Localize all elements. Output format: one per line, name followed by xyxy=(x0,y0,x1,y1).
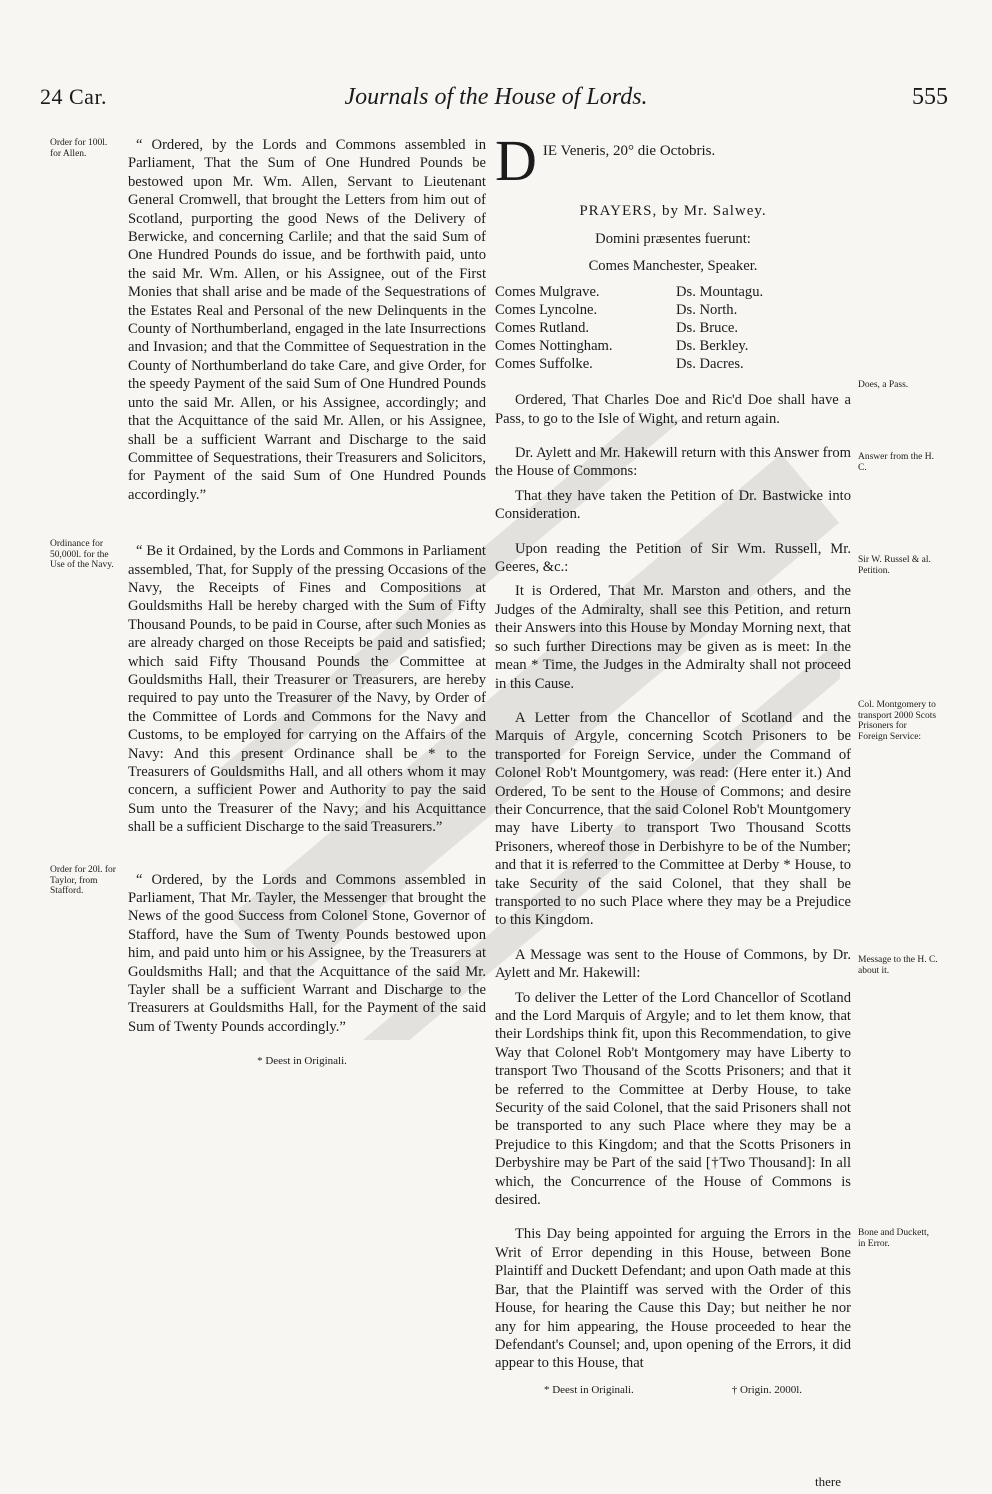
lord-left-5: Comes Suffolke. xyxy=(495,356,593,373)
answer-intro: Dr. Aylett and Mr. Hakewill return with this Answer from the House of Commons: xyxy=(495,445,851,480)
margin-note-bone: Bone and Duckett, in Error. xyxy=(858,1228,929,1249)
russell-petition xyxy=(495,540,851,693)
present-label: Domini præsentes fuerunt: xyxy=(595,231,751,248)
bone-duckett-text: This Day being appointed for arguing the Errors in the Writ of Error depending in this House, between Bone Plaintiff and Duckett Defendant; and upon Oath made at this Bar, that the Plaintiff was served with the Order of this House, for hearing the Cause this Day; but neither he nor any for him appearing, the House proceeded to hear the Defendant's Counsel; and, upon opening of the Errors, it did appear to this House, that xyxy=(495,1226,851,1372)
footnotes-right xyxy=(495,1381,851,1399)
lord-right-2: Ds. North. xyxy=(676,302,738,319)
footnote-right-1: * Deest in Originali. xyxy=(543,1383,634,1396)
margin-note-navy: Ordinance for 50,000l. for the Use of the Navy. xyxy=(50,539,114,570)
margin-note-montgomery: Col. Montgomery to transport 2000 Scots Prisoners for Foreign Service: xyxy=(858,700,937,742)
order-taylor xyxy=(118,871,486,1037)
lord-left-1: Comes Mulgrave. xyxy=(495,284,600,301)
order-taylor-text: “ Ordered, by the Lords and Commons assembled in Parliament, That Mr. Tayler, the Messenger that brought the News of the good Success from Colonel Stone, Governor of Stafford, have the Sum of Twenty Pounds bestowed upon him, and paid unto him or his Assignee, by the Treasurers at Gouldsmiths Hall; and that the Acquittance of the said Mr. Tayler shall be a sufficient Warrant and Discharge to the Treasurers at Gouldsmiths Hall, for the Payment of the said Sum of Twenty Pounds accordingly.” xyxy=(128,871,486,1035)
speaker-line: Comes Manchester, Speaker. xyxy=(588,257,758,274)
message-to-commons xyxy=(495,946,851,1210)
russell-intro: Upon reading the Petition of Sir Wm. Russell, Mr. Geeres, &c.: xyxy=(495,540,851,576)
header-title: Journals of the House of Lords. xyxy=(344,84,648,110)
order-allen-text: “ Ordered, by the Lords and Commons assembled in Parliament, That the Sum of One Hundred Pounds be bestowed upon Mr. Wm. Allen, Servant to Lieutenant General Cromwell, that brought the Letters from him out of Scotland, purporting the good News of the Delivery of Berwicke, and concerning Carlile; and that the said Sum of One Hundred Pounds do issue, and be forthwith paid, unto the said Mr. Wm. Allen, or his Assignee, out of the First Monies that shall arise and be made of the Sequestrations of the Estates Real and Personal of the new Delinquents in the County of Northumberland, engaged in the late Insurrections and Invasion; and that the Committee of Sequestration in the County of Northumberland do take Care, and give Order, for the speedy Payment of the said Sum of One Hundred Pounds unto the said Mr. Allen, or his Assignee, accordingly; and that the Acquittance of the said Mr. Allen, or his Assignee, shall be a sufficient Warrant and Discharge to the said Committee of Sequestrations, their Treasurers and Solicitors, for Payment of the said Sum of One Hundred Pounds accordingly.” xyxy=(128,137,486,503)
margin-note-taylor: Order for 20l. for Taylor, from Stafford. xyxy=(50,865,116,896)
margin-note-does: Does, a Pass. xyxy=(858,380,909,390)
footnote-left: * Deest in Originali. xyxy=(257,1055,347,1068)
scots-letter xyxy=(495,709,851,930)
message-body: To deliver the Letter of the Lord Chancellor of Scotland and the Lord Marquis of Argyle; and to let them know, that their Lordships think fit, upon this Recommendation, to give Way that Colonel Rob't Montgomery may have Liberty to transport Two Thousand of the Scotts Prisoners; and that it be referred to the Committee at Derby House, to take Security of the said Colonel, that the said Prisoners shall not be transported to any such Place where they may be a Prejudice to this Kingdom; and that the Scotts Prisoners in Derbyshire may be Part of the said [†Two Thousand]: In all which, the Concurrence of the House of Commons is desired. xyxy=(495,989,851,1209)
margin-note-message: Message to the H. C. about it. xyxy=(858,955,938,976)
lords-present-list xyxy=(495,283,851,373)
scots-letter-text: A Letter from the Chancellor of Scotland and the Marquis of Argyle, concerning Scotch Prisoners to be transported for Foreign Service, under the Command of Colonel Rob't Mountgomery, was read: (Here enter it.) And Ordered, To be sent to the House of Commons; and desire their Concurrence, that the said Colonel Rob't Mountgomery may have Liberty to transport Two Thousand Scotts Prisoners, whereof those in Derbishyre to be of the Number; and that it is referred to the Committee at Derby * House, to take Security of the said Colonel, that they shall be transported to no such Place where they may be a Prejudice to this Kingdom. xyxy=(495,709,851,929)
ordinance-navy-text: “ Be it Ordained, by the Lords and Commons in Parliament assembled, That, for Supply of the pressing Occasions of the Navy, the Receipts of Fines and Compositions at Gouldsmiths Hall be hereby charged with the Sum of Fifty Thousand Pounds, to be paid in Course, after such Monies as are already charged on those Receipts be paid and satisfied; which said Fifty Thousand Pounds the Committee at Gouldsmiths Hall, their Treasurer or Treasurers, are hereby required to pay unto the Treasurer of the Navy, by Order of the Committee of Lords and Commons for the Navy and Customs, to be employed for carrying on the Affairs of the Navy: And this present Ordinance shall be * to the Treasurers of Gouldsmiths Hall, and all others whom it may concern, a sufficient Power and Authority to pay the said Sum unto the Treasurer of the Navy; and his Acquittance shall be a sufficient Discharge to the said Treasurers.” xyxy=(128,543,486,836)
answer-from-commons xyxy=(495,444,851,524)
page-header xyxy=(0,84,992,124)
header-regnal-year: 24 Car. xyxy=(40,84,108,109)
lord-left-3: Comes Rutland. xyxy=(495,320,590,337)
message-intro: A Message was sent to the House of Commons, by Dr. Aylett and Mr. Hakewill: xyxy=(495,946,851,982)
ordinance-navy xyxy=(118,542,486,837)
lord-left-2: Comes Lyncolne. xyxy=(495,302,598,319)
left-column xyxy=(118,136,486,1071)
session-date: IE Veneris, 20° die Octobris. xyxy=(542,143,716,159)
lord-right-1: Ds. Mountagu. xyxy=(676,284,764,301)
lord-right-5: Ds. Dacres. xyxy=(676,356,744,373)
session-heading xyxy=(495,128,851,193)
footnote-right-2: † Origin. 2000l. xyxy=(731,1383,803,1396)
margin-note-allen: Order for 100l. for Allen. xyxy=(50,138,108,159)
pass-order xyxy=(495,391,851,428)
prayers-line: PRAYERS, by Mr. Salwey. xyxy=(579,203,767,219)
order-allen xyxy=(118,136,486,504)
drop-cap: D xyxy=(495,128,537,193)
russell-order: It is Ordered, That Mr. Marston and others, and the Judges of the Admiralty, shall see this Petition, and return their Answers into this House by Monday Morning next, that so such further Directions may be given as is meet: In the mean * Time, the Judges in the Admiralty shall not proceed in this Cause. xyxy=(495,583,851,692)
catchword: there xyxy=(815,1474,841,1489)
bone-duckett xyxy=(495,1225,851,1372)
pass-order-text: Ordered, That Charles Doe and Ric'd Doe shall have a Pass, to go to the Isle of Wight, and return again. xyxy=(495,392,851,427)
right-column xyxy=(495,128,851,1399)
page-number: 555 xyxy=(912,84,948,110)
answer-body: That they have taken the Petition of Dr. Bastwicke into Consideration. xyxy=(495,487,851,523)
lord-right-3: Ds. Bruce. xyxy=(676,320,739,337)
lord-right-4: Ds. Berkley. xyxy=(676,338,749,355)
margin-note-russell: Sir W. Russel & al. Petition. xyxy=(858,555,931,576)
lord-left-4: Comes Nottingham. xyxy=(495,338,613,355)
margin-note-answer: Answer from the H. C. xyxy=(858,452,934,473)
